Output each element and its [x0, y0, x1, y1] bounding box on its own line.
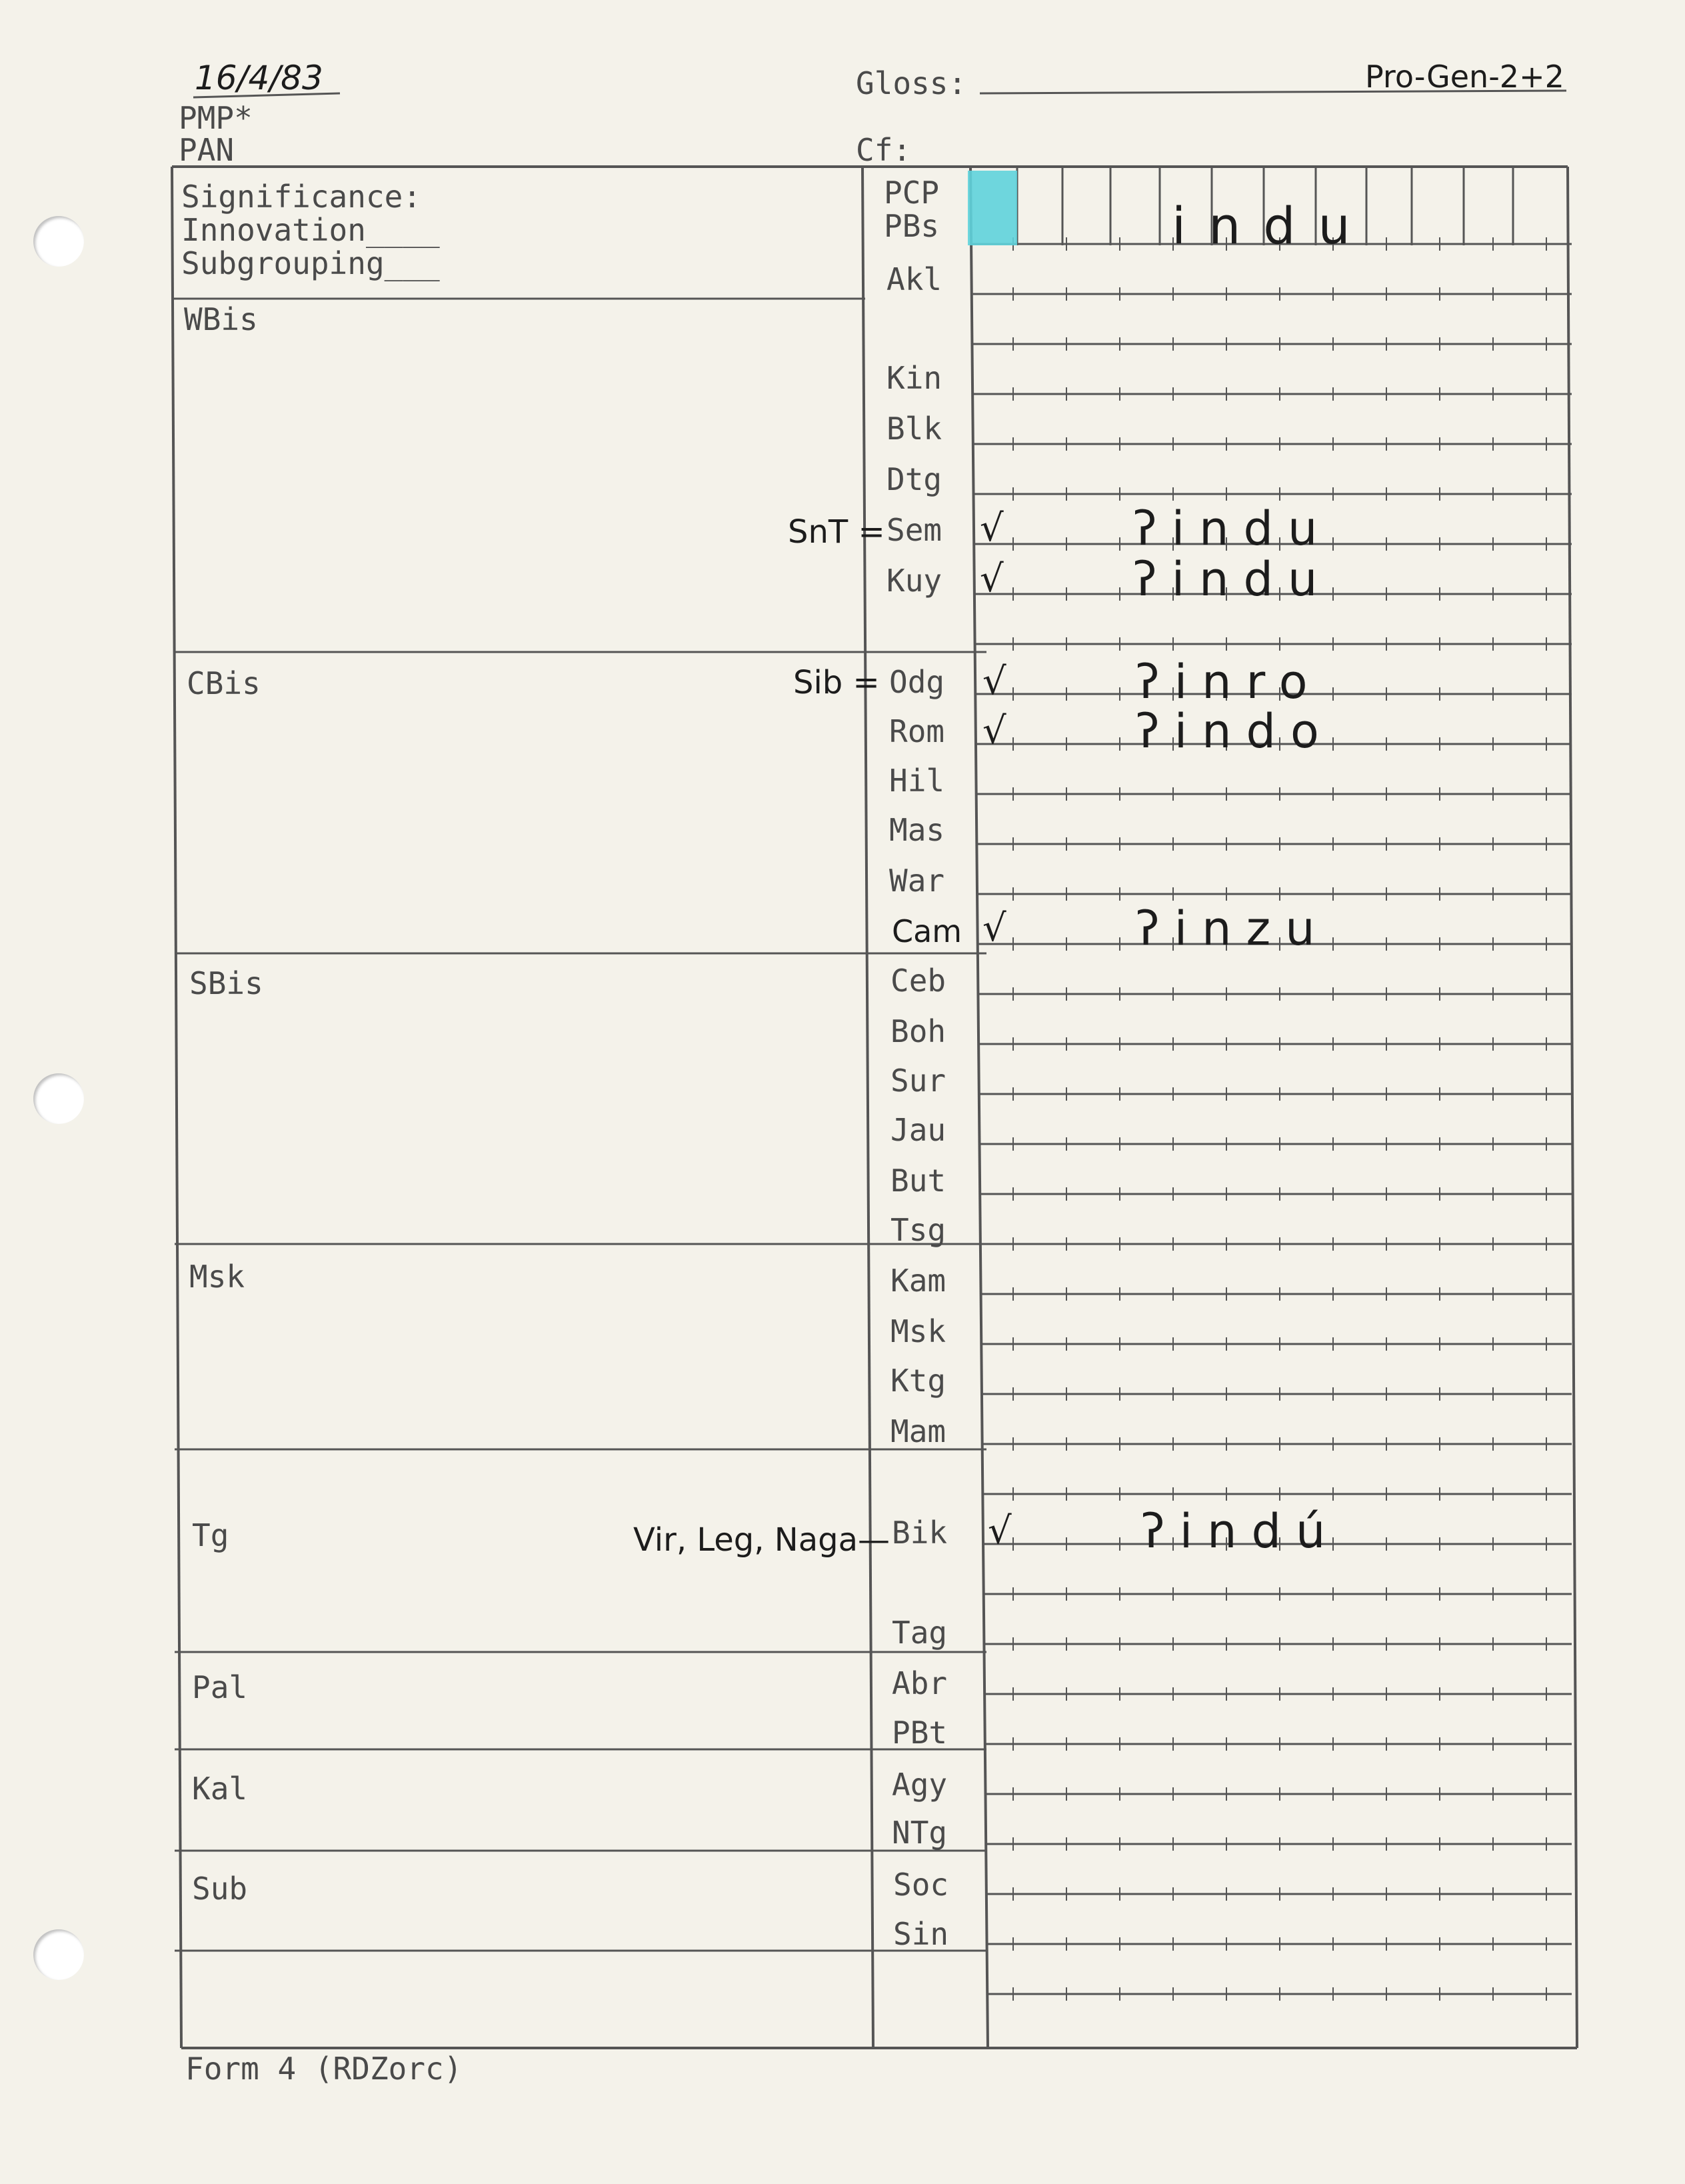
proto-form: indu	[1172, 196, 1373, 255]
gloss-label: Gloss:	[856, 65, 967, 101]
lang-sem: Sem	[886, 512, 942, 548]
box-left	[172, 167, 181, 2048]
note-snt: SnT =	[788, 513, 885, 551]
column-separator-left	[862, 167, 873, 2048]
lang-kam: Kam	[890, 1263, 946, 1299]
region-tg: Tg	[192, 1517, 229, 1553]
lang-tag: Tag	[892, 1615, 948, 1651]
sem-check: √	[980, 507, 1004, 550]
lang-akl: Akl	[886, 261, 942, 297]
cam-form: ʔinzu	[1136, 901, 1330, 956]
lang-hil: Hil	[889, 763, 945, 799]
region-sbis: SBis	[189, 965, 263, 1001]
column-separator-right	[970, 167, 988, 2048]
lang-agy: Agy	[892, 1767, 948, 1803]
odg-check: √	[982, 660, 1006, 703]
note-vir-leg-naga: Vir, Leg, Naga—	[633, 1521, 890, 1559]
lang-ktg: Ktg	[890, 1363, 946, 1399]
lang-pbt: PBt	[892, 1715, 948, 1751]
lang-pbs: PBs	[884, 208, 940, 244]
pmp-label: PMP*	[179, 100, 253, 136]
lang-boh: Boh	[890, 1013, 946, 1049]
pan-label: PAN	[179, 132, 235, 168]
odg-form: ʔinro	[1136, 655, 1322, 709]
region-pal: Pal	[192, 1669, 248, 1705]
lang-war: War	[889, 863, 945, 899]
lang-dtg: Dtg	[886, 461, 942, 497]
significance-title: Significance:	[181, 179, 422, 215]
lang-kin: Kin	[886, 360, 942, 396]
region-msk: Msk	[189, 1259, 245, 1295]
lang-blk: Blk	[886, 411, 942, 447]
lang-jau: Jau	[890, 1112, 946, 1148]
lang-soc: Soc	[893, 1867, 949, 1903]
subgrouping-label: Subgrouping___	[181, 245, 440, 281]
lang-sur: Sur	[890, 1063, 946, 1099]
rom-check: √	[982, 709, 1006, 753]
lang-mas: Mas	[889, 812, 945, 848]
lang-cam: Cam	[892, 913, 962, 949]
lang-msk: Msk	[890, 1313, 946, 1349]
lang-pcp: PCP	[884, 175, 940, 211]
region-wbis: WBis	[184, 301, 258, 337]
lang-ntg: NTg	[892, 1815, 948, 1851]
lang-rom: Rom	[889, 713, 945, 749]
bik-check: √	[988, 1509, 1012, 1553]
lang-bik: Bik	[892, 1515, 948, 1551]
highlight-marker	[968, 171, 1017, 245]
lang-mam: Mam	[890, 1413, 946, 1449]
form-footer: Form 4 (RDZorc)	[185, 2051, 463, 2087]
lang-odg: Odg	[889, 664, 945, 700]
lang-abr: Abr	[892, 1665, 948, 1701]
cam-check: √	[982, 907, 1006, 950]
lang-sin: Sin	[893, 1916, 949, 1952]
bik-form: ʔindú	[1141, 1504, 1340, 1559]
kuy-form: ʔindu	[1133, 552, 1332, 607]
innovation-label: Innovation____	[181, 212, 440, 248]
lang-tsg: Tsg	[890, 1212, 946, 1248]
cf-label: Cf:	[856, 132, 912, 168]
lang-but: But	[890, 1163, 946, 1199]
lang-ceb: Ceb	[890, 963, 946, 999]
reference-code: Pro-Gen-2+2	[1365, 59, 1564, 95]
region-sub: Sub	[192, 1871, 248, 1907]
sem-form: ʔindu	[1133, 501, 1332, 556]
note-sib: Sib =	[793, 664, 880, 701]
date-text: 16/4/83	[195, 59, 323, 97]
rom-form: ʔindo	[1136, 704, 1334, 759]
kuy-check: √	[980, 557, 1004, 601]
region-cbis: CBis	[187, 665, 261, 701]
box-right	[1568, 167, 1577, 2048]
lang-kuy: Kuy	[886, 563, 942, 599]
region-kal: Kal	[192, 1771, 248, 1807]
